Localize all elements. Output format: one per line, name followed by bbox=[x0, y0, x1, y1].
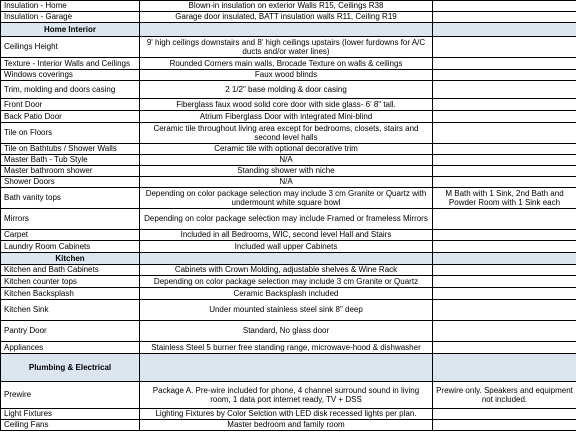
description-cell: Ceramic Backsplash included bbox=[140, 288, 433, 300]
note-cell bbox=[433, 300, 576, 321]
note-cell bbox=[433, 23, 576, 37]
feature-cell: Master Bath - Tub Style bbox=[1, 155, 140, 166]
note-cell bbox=[433, 99, 576, 111]
note-cell bbox=[433, 70, 576, 81]
description-cell: N/A bbox=[140, 155, 433, 166]
description-cell: 2 1/2" base molding & door casing bbox=[140, 81, 433, 99]
feature-cell: Laundry Room Cabinets bbox=[1, 241, 140, 253]
description-cell: Garage door insulated, BATT insulation walls R11, Ceiling R19 bbox=[140, 12, 433, 23]
feature-cell: Ceiling Fans bbox=[1, 420, 140, 431]
note-cell: Prewire only. Speakers and equipment not included. bbox=[433, 382, 576, 409]
note-cell bbox=[433, 230, 576, 241]
note-cell bbox=[433, 111, 576, 123]
note-cell bbox=[433, 342, 576, 354]
feature-cell: Kitchen and Bath Cabinets bbox=[1, 265, 140, 276]
table-row bbox=[1, 99, 576, 111]
table-row bbox=[1, 12, 576, 23]
table-row bbox=[1, 265, 576, 276]
description-cell: Stainless Steel 5 burner free standing range, microwave-hood & dishwasher bbox=[140, 342, 433, 354]
table-row bbox=[1, 300, 576, 321]
note-cell bbox=[433, 241, 576, 253]
table-row bbox=[1, 177, 576, 188]
description-cell: Master bedroom and family room bbox=[140, 420, 433, 431]
description-cell: Fiberglass faux wood solid core door with side glass- 6' 8" tall. bbox=[140, 99, 433, 111]
description-cell: Standing shower with niche bbox=[140, 166, 433, 177]
feature-cell: Pantry Door bbox=[1, 321, 140, 342]
note-cell bbox=[433, 276, 576, 288]
feature-cell: Shower Doors bbox=[1, 177, 140, 188]
description-cell: Faux wood blinds bbox=[140, 70, 433, 81]
note-cell bbox=[433, 209, 576, 230]
description-cell bbox=[140, 354, 433, 382]
feature-cell: Carpet bbox=[1, 230, 140, 241]
description-cell: Included wall upper Cabinets bbox=[140, 241, 433, 253]
note-cell bbox=[433, 321, 576, 342]
description-cell: Depending on color package selection may include 3 cm Granite or Quartz with undermount white square bowl bbox=[140, 188, 433, 209]
table-row bbox=[1, 58, 576, 70]
note-cell bbox=[433, 58, 576, 70]
table-row bbox=[1, 123, 576, 144]
feature-cell: Kitchen Sink bbox=[1, 300, 140, 321]
feature-cell: Kitchen counter tops bbox=[1, 276, 140, 288]
feature-cell: Light Fixtures bbox=[1, 409, 140, 420]
feature-cell: Appliances bbox=[1, 342, 140, 354]
table-row bbox=[1, 70, 576, 81]
note-cell bbox=[433, 1, 576, 12]
description-cell: Depending on color package selection may include Framed or frameless Mirrors bbox=[140, 209, 433, 230]
table-row bbox=[1, 382, 576, 409]
table-row bbox=[1, 241, 576, 253]
table-row bbox=[1, 276, 576, 288]
feature-cell: Kitchen bbox=[1, 253, 140, 265]
description-cell bbox=[140, 253, 433, 265]
note-cell bbox=[433, 155, 576, 166]
section-header-row bbox=[1, 23, 576, 37]
note-cell bbox=[433, 177, 576, 188]
feature-cell: Back Patio Door bbox=[1, 111, 140, 123]
note-cell bbox=[433, 144, 576, 155]
feature-cell: Bath vanity tops bbox=[1, 188, 140, 209]
note-cell bbox=[433, 12, 576, 23]
note-cell bbox=[433, 166, 576, 177]
note-cell: M Bath with 1 Sink, 2nd Bath and Powder Room with 1 Sink each bbox=[433, 188, 576, 209]
feature-cell: Prewire bbox=[1, 382, 140, 409]
table-row bbox=[1, 342, 576, 354]
section-header-row bbox=[1, 253, 576, 265]
table-row bbox=[1, 1, 576, 12]
table-row bbox=[1, 188, 576, 209]
feature-cell: Trim, molding and doors casing bbox=[1, 81, 140, 99]
table-row bbox=[1, 166, 576, 177]
note-cell bbox=[433, 123, 576, 144]
feature-cell: Insulation - Home bbox=[1, 1, 140, 12]
description-cell: Cabinets with Crown Molding, adjustable shelves & Wine Rack bbox=[140, 265, 433, 276]
feature-cell: Mirrors bbox=[1, 209, 140, 230]
note-cell bbox=[433, 265, 576, 276]
note-cell bbox=[433, 253, 576, 265]
note-cell bbox=[433, 420, 576, 431]
description-cell: Package A. Pre-wire included for phone, 4 channel surround sound in living room, 1 data port internet ready, TV + DSS bbox=[140, 382, 433, 409]
note-cell bbox=[433, 81, 576, 99]
feature-cell: Tile on Floors bbox=[1, 123, 140, 144]
feature-cell: Master bathroom shower bbox=[1, 166, 140, 177]
description-cell: Lighting Fixtures by Color Selction with LED disk recessed lights per plan. bbox=[140, 409, 433, 420]
description-cell: Depending on color package selection may include 3 cm Granite or Quartz bbox=[140, 276, 433, 288]
feature-cell: Ceilings Height bbox=[1, 37, 140, 58]
feature-cell: Windows coverings bbox=[1, 70, 140, 81]
description-cell: Rounded Corners main walls, Brocade Texture on walls & ceilings bbox=[140, 58, 433, 70]
section-header-row bbox=[1, 354, 576, 382]
description-cell: Blown-in insulation on exterior Walls R15, Ceilings R38 bbox=[140, 1, 433, 12]
description-cell: Under mounted stainless steel sink 8" deep bbox=[140, 300, 433, 321]
feature-cell: Kitchen Backsplash bbox=[1, 288, 140, 300]
feature-cell: Insulation - Garage bbox=[1, 12, 140, 23]
description-cell: Ceramic tile throughout living area except for bedrooms, closets, stairs and second level halls bbox=[140, 123, 433, 144]
table-row bbox=[1, 230, 576, 241]
description-cell: 9' high ceilings downstairs and 8' high ceilings upstairs (lower furdowns for A/C ducts and/or water lines) bbox=[140, 37, 433, 58]
note-cell bbox=[433, 288, 576, 300]
feature-cell: Home Interior bbox=[1, 23, 140, 37]
spec-table-body bbox=[1, 1, 576, 431]
table-row bbox=[1, 111, 576, 123]
description-cell: N/A bbox=[140, 177, 433, 188]
table-row bbox=[1, 420, 576, 431]
table-row bbox=[1, 288, 576, 300]
description-cell bbox=[140, 23, 433, 37]
note-cell bbox=[433, 354, 576, 382]
feature-cell: Texture - Interior Walls and Ceilings bbox=[1, 58, 140, 70]
description-cell: Standard, No glass door bbox=[140, 321, 433, 342]
table-row bbox=[1, 155, 576, 166]
table-row bbox=[1, 81, 576, 99]
feature-cell: Front Door bbox=[1, 99, 140, 111]
table-row bbox=[1, 144, 576, 155]
feature-cell: Tile on Bathtubs / Shower Walls bbox=[1, 144, 140, 155]
description-cell: Ceramic tile with optional decorative trim bbox=[140, 144, 433, 155]
description-cell: Atrium Fiberglass Door with integrated Mini-blind bbox=[140, 111, 433, 123]
feature-cell: Plumbing & Electrical bbox=[1, 354, 140, 382]
table-row bbox=[1, 409, 576, 420]
table-row bbox=[1, 321, 576, 342]
note-cell bbox=[433, 409, 576, 420]
note-cell bbox=[433, 37, 576, 58]
table-row bbox=[1, 37, 576, 58]
description-cell: Included in all Bedrooms, WIC, second level Hall and Stairs bbox=[140, 230, 433, 241]
table-row bbox=[1, 209, 576, 230]
